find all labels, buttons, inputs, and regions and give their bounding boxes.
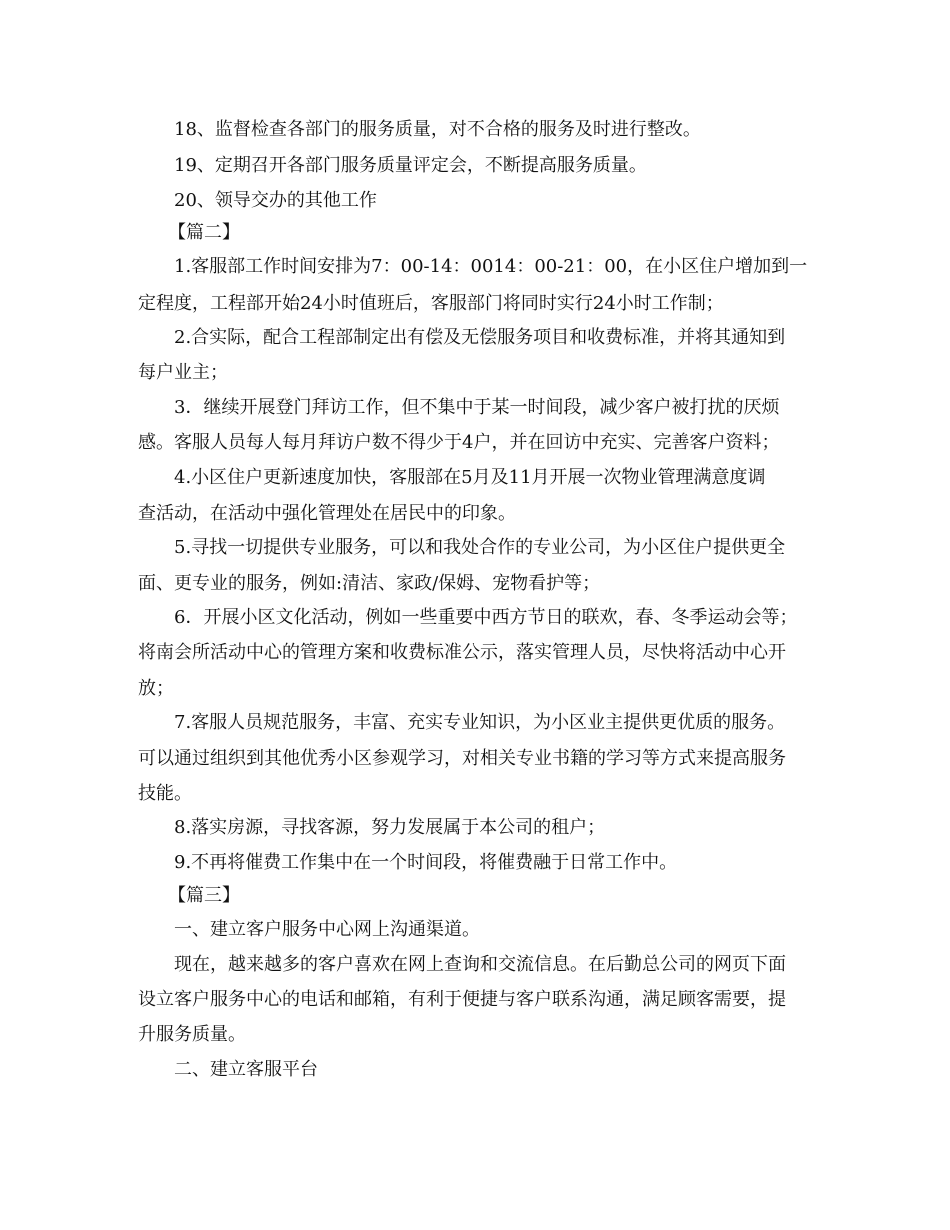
text-line: 3．继续开展登门拜访工作，但不集中于某一时间段，减少客户被打扰的厌烦 — [174, 397, 780, 418]
text-line: 升服务质量。 — [138, 1024, 246, 1045]
text-line: 18、监督检查各部门的服务质量，对不合格的服务及时进行整改。 — [174, 119, 701, 140]
text-line: 8.落实房源，寻找客源，努力发展属于本公司的租户； — [174, 817, 606, 838]
text-line: 20、领导交办的其他工作 — [174, 190, 377, 211]
text-line: 2.合实际，配合工程部制定出有偿及无偿服务项目和收费标准，并将其通知到 — [174, 327, 786, 348]
text-line: 现在，越来越多的客户喜欢在网上查询和交流信息。在后勤总公司的网页下面 — [174, 954, 786, 975]
section-heading: 【篇三】 — [168, 885, 240, 906]
text-line: 放； — [138, 678, 174, 699]
text-line: 1.客服部工作时间安排为7：00-14：0014：00-21：00，在小区住户增加到一 — [174, 256, 808, 277]
text-line: 面、更专业的服务，例如:清洁、家政/保姆、宠物看护等； — [138, 573, 601, 594]
text-line: 技能。 — [138, 783, 192, 804]
text-line: 可以通过组织到其他优秀小区参观学习，对相关专业书籍的学习等方式来提高服务 — [138, 748, 786, 769]
text-line: 定程度，工程部开始24小时值班后，客服部门将同时实行24小时工作制； — [138, 293, 724, 314]
text-line: 每户业主； — [138, 362, 228, 383]
text-line: 4.小区住户更新速度加快，客服部在5月及11月开展一次物业管理满意度调 — [174, 467, 766, 488]
text-line: 9.不再将催费工作集中在一个时间段，将催费融于日常工作中。 — [174, 852, 678, 873]
text-line: 一、建立客户服务中心网上沟通渠道。 — [174, 919, 480, 940]
text-line: 5.寻找一切提供专业服务，可以和我处合作的专业公司，为小区住户提供更全 — [174, 537, 786, 558]
text-line: 设立客户服务中心的电话和邮箱，有利于便捷与客户联系沟通，满足顾客需要，提 — [138, 989, 786, 1010]
text-line: 感。客服人员每人每月拜访户数不得少于4户，并在回访中充实、完善客户资料； — [138, 432, 780, 453]
text-line: 7.客服人员规范服务，丰富、充实专业知识，为小区业主提供更优质的服务。 — [174, 712, 786, 733]
text-line: 19、定期召开各部门服务质量评定会，不断提高服务质量。 — [174, 155, 647, 176]
section-heading: 【篇二】 — [168, 222, 240, 243]
text-line: 查活动，在活动中强化管理处在居民中的印象。 — [138, 503, 516, 524]
text-line: 将南会所活动中心的管理方案和收费标准公示，落实管理人员，尽快将活动中心开 — [138, 642, 786, 663]
text-line: 二、建立客服平台 — [174, 1059, 318, 1080]
text-line: 6．开展小区文化活动，例如一些重要中西方节日的联欢，春、冬季运动会等； — [174, 607, 798, 628]
